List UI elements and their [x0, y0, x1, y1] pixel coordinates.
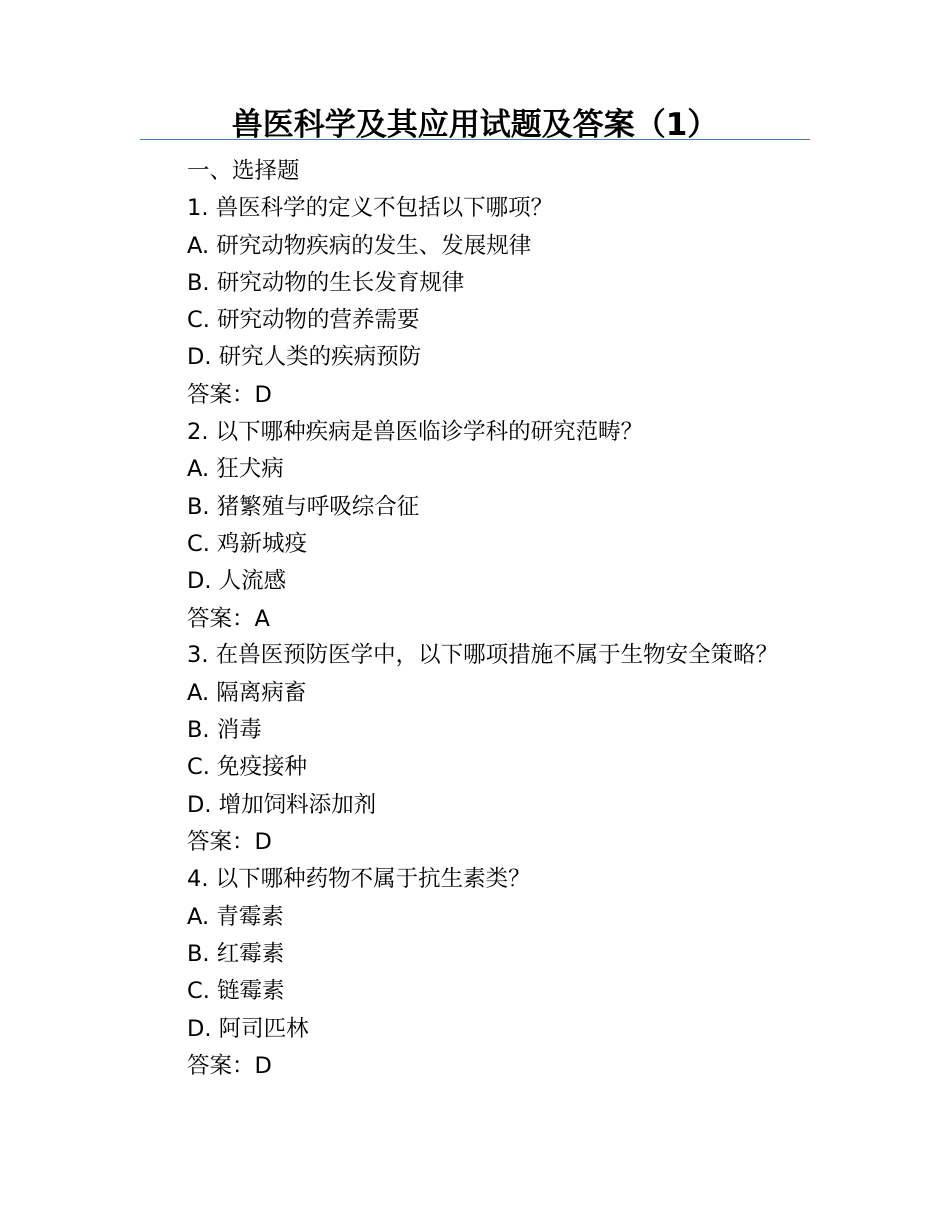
option-a: A. 狂犬病 — [187, 456, 284, 483]
question-text: 4. 以下哪种药物不属于抗生素类？ — [187, 866, 531, 893]
question-text: 2. 以下哪种疾病是兽医临诊学科的研究范畴？ — [187, 419, 644, 446]
option-b: B. 猪繁殖与呼吸综合征 — [187, 493, 420, 520]
option-d: D. 增加饲料添加剂 — [187, 791, 377, 818]
option-a: A. 隔离病畜 — [187, 679, 307, 706]
answer-line: 答案：A — [187, 605, 270, 632]
option-c: C. 免疫接种 — [187, 754, 308, 781]
question-block-2 — [140, 414, 810, 638]
option-c: C. 研究动物的营养需要 — [187, 307, 420, 334]
option-a: A. 青霉素 — [187, 903, 284, 930]
answer-line: 答案：D — [187, 1052, 272, 1079]
option-d: D. 研究人类的疾病预防 — [187, 344, 422, 371]
question-block-4 — [140, 861, 810, 1085]
title-underline — [140, 139, 810, 140]
option-b: B. 消毒 — [187, 717, 262, 744]
question-text: 3. 在兽医预防医学中，以下哪项措施不属于生物安全策略？ — [187, 641, 779, 668]
question-block-1 — [140, 190, 810, 414]
option-b: B. 研究动物的生长发育规律 — [187, 269, 465, 296]
option-c: C. 鸡新城疫 — [187, 530, 308, 557]
document-body — [140, 153, 810, 1085]
question-block-3 — [140, 640, 810, 861]
option-d: D. 人流感 — [187, 568, 287, 595]
option-b: B. 红霉素 — [187, 940, 285, 967]
option-d: D. 阿司匹林 — [187, 1015, 309, 1042]
section-heading: 一、选择题 — [187, 158, 300, 184]
answer-line: 答案：D — [187, 829, 272, 856]
option-a: A. 研究动物疾病的发生、发展规律 — [187, 232, 532, 259]
document-title: 兽医科学及其应用试题及答案（1） — [231, 107, 719, 143]
answer-line: 答案：D — [187, 381, 272, 408]
question-text: 1. 兽医科学的定义不包括以下哪项？ — [187, 195, 554, 222]
option-c: C. 链霉素 — [187, 978, 285, 1005]
